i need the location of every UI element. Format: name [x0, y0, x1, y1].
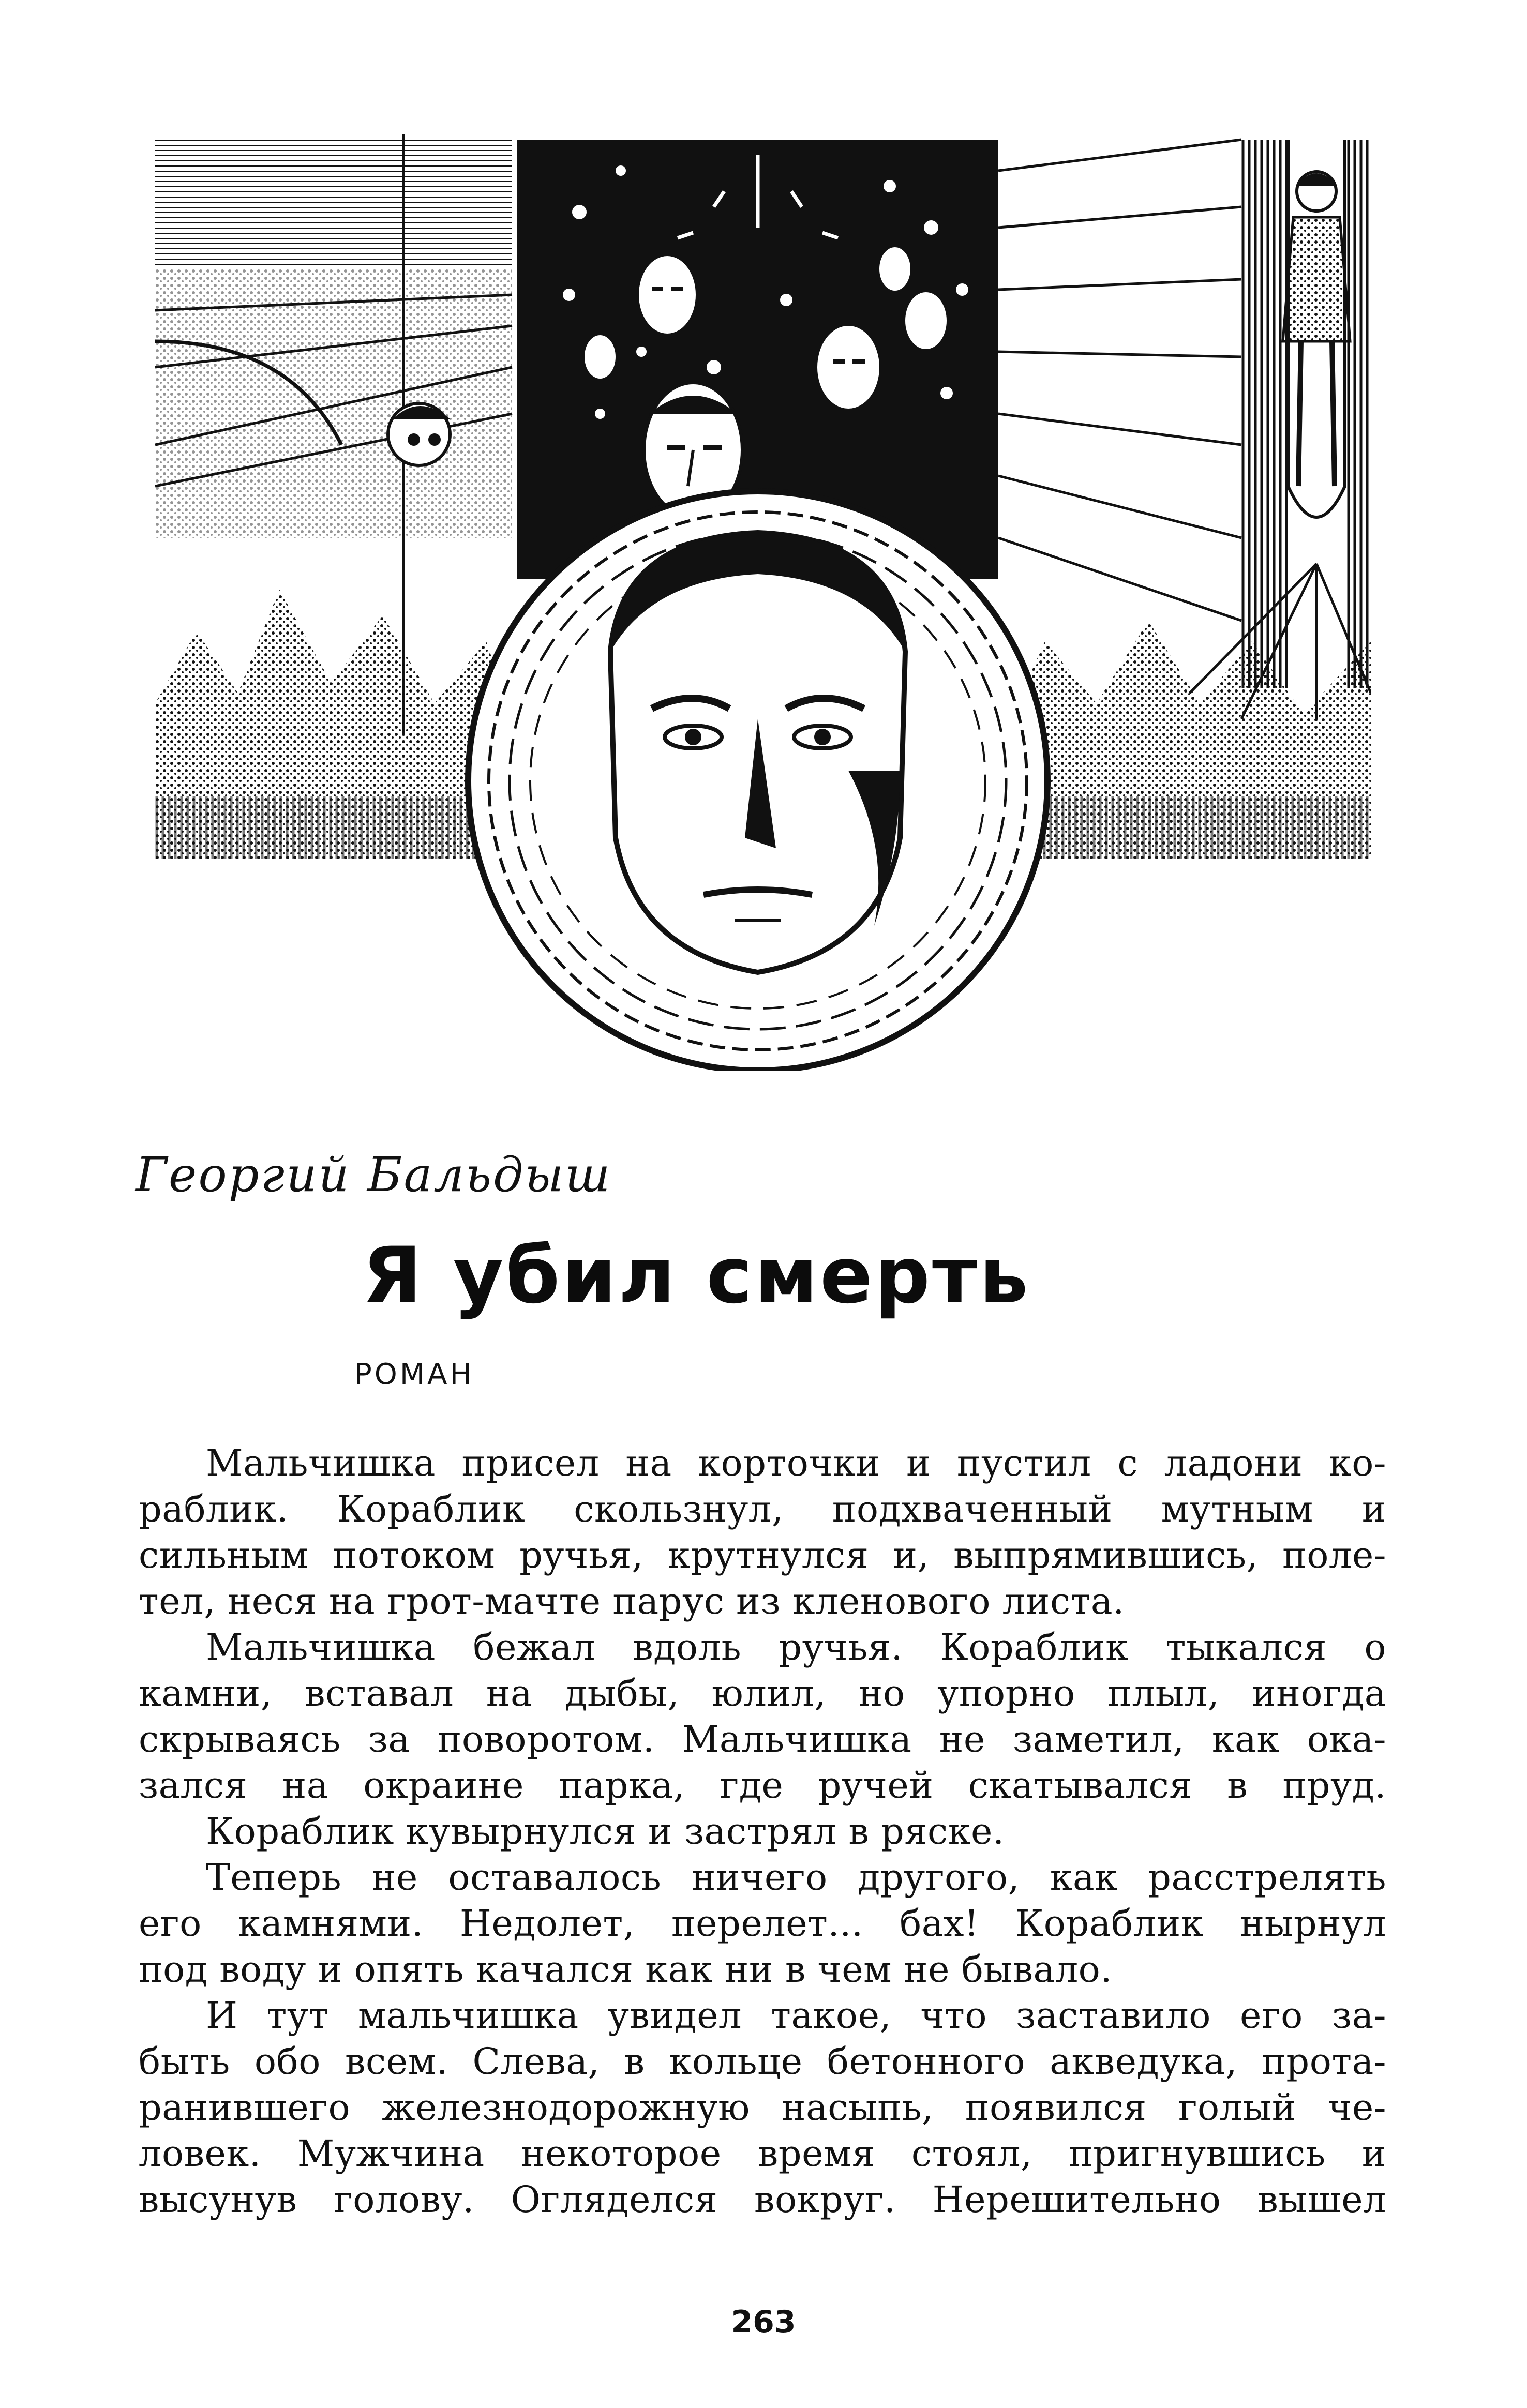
text-line: тел, неся на грот-мачте парус из кленового листа.	[139, 1580, 1125, 1622]
genre-label: РОМАН	[354, 1358, 474, 1391]
text-line: быть обо всем. Слева, в кольце бетонного акведука, прота-	[139, 2040, 1386, 2083]
right-panel	[998, 140, 1371, 719]
central-portrait	[468, 491, 1047, 1071]
text-line: зался на окраине парка, где ручей скатывался в пруд.	[139, 1764, 1386, 1807]
text-line: Мальчишка бежал вдоль ручья. Кораблик тыкался о	[206, 1626, 1386, 1668]
text-line: раблик. Кораблик скользнул, подхваченный мутным и	[139, 1488, 1386, 1530]
chapter-illustration	[155, 124, 1371, 1071]
left-panel	[155, 134, 512, 734]
illustration-drawing	[155, 124, 1371, 1071]
text-line: Мальчишка присел на корточки и пустил с ладони ко-	[206, 1442, 1386, 1484]
text-line: камни, вставал на дыбы, юлил, но упорно плыл, иногда	[139, 1672, 1386, 1714]
author-name: Георгий Бальдыш	[136, 1147, 612, 1202]
novel-title: Я убил смерть	[362, 1231, 1030, 1321]
text-line: ранившего железнодорожную насыпь, появился голый че-	[139, 2086, 1386, 2129]
text-line: высунув голову. Огляделся вокруг. Нерешительно вышел	[139, 2178, 1386, 2221]
text-line: его камнями. Недолет, перелет... бах! Кораблик нырнул	[139, 1902, 1386, 1945]
text-line: Кораблик кувырнулся и застрял в ряске.	[206, 1810, 1005, 1853]
body-text	[139, 1440, 1386, 2223]
text-line: И тут мальчишка увидел такое, что заставило его за-	[206, 1994, 1386, 2037]
text-line: скрываясь за поворотом. Мальчишка не заметил, как ока-	[139, 1718, 1386, 1760]
text-line: под воду и опять качался как ни в чем не бывало.	[139, 1948, 1113, 1991]
text-line: Теперь не оставалось ничего другого, как расстрелять	[206, 1856, 1386, 1899]
text-line: сильным потоком ручья, крутнулся и, выпрямившись, поле-	[139, 1534, 1386, 1576]
text-line: ловек. Мужчина некоторое время стоял, пригнувшись и	[139, 2132, 1386, 2175]
page-number: 263	[731, 2304, 796, 2340]
